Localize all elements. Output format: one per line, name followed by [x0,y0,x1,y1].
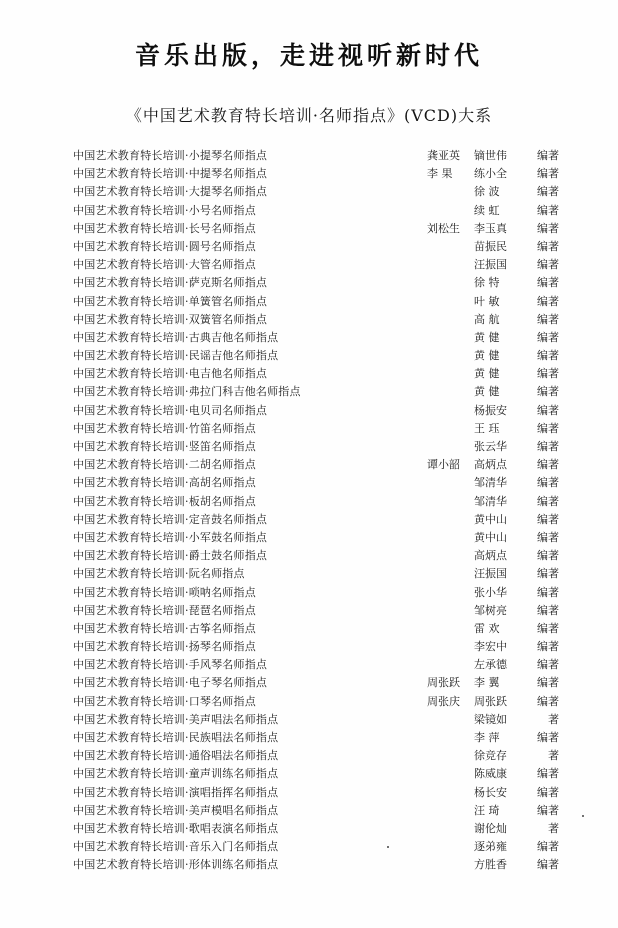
list-item [0,711,618,729]
list-item [0,438,618,456]
author-role: 编著 [537,167,559,181]
list-item [0,402,618,420]
series-title: 中国艺术教育特长培训·单簧管名师指点 [73,294,268,308]
editor-name: 李 萍 [474,731,500,744]
series-title: 中国艺术教育特长培训·爵士鼓名师指点 [73,549,268,563]
list-item [0,511,618,529]
editor-name: 练小全 [474,167,507,181]
list-item [0,729,618,747]
list-item [0,329,618,347]
scan-speck [582,815,584,817]
list-item [0,165,618,183]
editor-name: 邹清华 [474,494,507,508]
co-editor-name: 周张庆 [427,694,460,708]
list-item [0,347,618,365]
editor-name: 黄 健 [474,349,500,363]
editor-name: 谢伦灿 [474,821,507,835]
editor-name: 叶 敏 [474,294,500,308]
series-title: 中国艺术教育特长培训·电吉他名师指点 [73,367,268,381]
co-editor-name: 龚亚英 [427,149,460,162]
list-item [0,693,618,711]
author-role: 编著 [537,221,559,235]
author-role: 编著 [537,294,559,308]
list-item [0,311,618,329]
author-role: 编著 [537,658,559,672]
editor-name: 逐弟雍 [474,840,507,854]
series-title: 中国艺术教育特长培训·竹笛名师指点 [73,421,256,435]
author-role: 著 [548,712,559,726]
list-item [0,474,618,492]
series-title: 中国艺术教育特长培训·双簧管名师指点 [73,312,268,326]
list-item [0,802,618,820]
editor-name: 苗振民 [474,239,507,253]
editor-name: 陈威康 [474,767,507,781]
list-item [0,293,618,311]
editor-name: 高 航 [474,312,500,326]
author-role: 编著 [537,476,559,490]
editor-name: 黄中山 [474,512,507,526]
series-title: 中国艺术教育特长培训·童声训练名师指点 [73,767,279,781]
list-item [0,638,618,656]
editor-name: 杨长安 [474,785,507,799]
scan-speck [387,846,389,848]
author-role: 编著 [537,349,559,363]
author-role: 编著 [537,512,559,526]
author-role: 编著 [537,312,559,326]
list-item [0,784,618,802]
editor-name: 周张跃 [474,694,507,708]
co-editor-name: 谭小韶 [427,458,460,472]
list-item [0,529,618,547]
series-title: 中国艺术教育特长培训·形体训练名师指点 [73,858,279,872]
list-item [0,565,618,583]
series-title: 中国艺术教育特长培训·萨克斯名师指点 [73,276,268,290]
editor-name: 张云华 [474,440,507,453]
editor-name: 李宏中 [474,640,507,654]
author-role: 编著 [537,567,559,581]
series-title: 中国艺术教育特长培训·电贝司名师指点 [73,403,268,417]
editor-name: 王 珏 [474,421,500,435]
author-role: 著 [548,749,559,763]
list-item [0,220,618,238]
editor-name: 黄 健 [474,385,500,399]
editor-name: 李玉真 [474,221,507,235]
editor-name: 雷 欢 [474,621,500,635]
series-title: 中国艺术教育特长培训·小号名师指点 [73,203,256,217]
editor-name: 黄 健 [474,367,500,381]
series-title: 中国艺术教育特长培训·手风琴名师指点 [73,658,268,672]
author-role: 编著 [537,694,559,708]
author-role: 编著 [537,239,559,253]
editor-name: 徐 波 [474,185,500,199]
series-title: 中国艺术教育特长培训·大提琴名师指点 [73,185,268,199]
author-role: 编著 [537,276,559,290]
series-title: 中国艺术教育特长培训·小军鼓名师指点 [73,530,268,544]
list-item [0,602,618,620]
series-title: 中国艺术教育特长培训·定音鼓名师指点 [73,512,268,526]
page-title: 音乐出版，走进视听新时代 [134,41,483,70]
editor-name: 汪振国 [474,258,507,272]
series-title: 中国艺术教育特长培训·电子琴名师指点 [73,676,268,690]
author-role: 编著 [537,494,559,508]
editor-name: 汪振国 [474,567,507,581]
series-title: 中国艺术教育特长培训·圆号名师指点 [73,239,256,253]
list-item [0,456,618,474]
list-item [0,256,618,274]
series-title: 中国艺术教育特长培训·板胡名师指点 [73,494,256,508]
series-title: 中国艺术教育特长培训·中提琴名师指点 [73,167,268,181]
series-title: 中国艺术教育特长培训·琵琶名师指点 [73,603,256,617]
list-item [0,838,618,856]
list-item [0,656,618,674]
series-title: 中国艺术教育特长培训·二胡名师指点 [73,458,256,472]
list-item [0,584,618,602]
series-title: 中国艺术教育特长培训·民谣吉他名师指点 [73,349,279,363]
series-title: 中国艺术教育特长培训·古筝名师指点 [73,621,256,635]
list-item [0,765,618,783]
editor-name: 左承德 [474,658,507,672]
editor-name: 李 翼 [474,676,500,690]
editor-name: 黄 健 [474,330,500,344]
co-editor-name: 刘松生 [427,221,460,235]
author-role: 编著 [537,549,559,563]
series-title: 中国艺术教育特长培训·弗拉门科吉他名师指点 [73,385,301,399]
series-title: 中国艺术教育特长培训·唢呐名师指点 [73,585,256,599]
author-role: 编著 [537,731,559,744]
list-item [0,856,618,874]
list-item [0,274,618,292]
author-role: 编著 [537,621,559,635]
editor-name: 杨振安 [474,403,507,417]
author-role: 编著 [537,676,559,690]
series-title: 中国艺术教育特长培训·长号名师指点 [73,221,256,235]
co-editor-name: 李 果 [427,167,453,181]
author-role: 编著 [537,840,559,854]
list-item [0,747,618,765]
author-role: 编著 [537,367,559,381]
series-subtitle: 《中国艺术教育特长培训·名师指点》(VCD)大系 [125,106,493,125]
author-role: 编著 [537,858,559,872]
author-role: 编著 [537,203,559,217]
series-title: 中国艺术教育特长培训·歌唱表演名师指点 [73,821,279,835]
co-editor-name: 周张跃 [427,676,460,690]
author-role: 编著 [537,440,559,453]
series-title: 中国艺术教育特长培训·竖笛名师指点 [73,440,256,453]
series-title: 中国艺术教育特长培训·阮名师指点 [73,567,245,581]
list-item [0,420,618,438]
list-item [0,547,618,565]
author-role: 编著 [537,258,559,272]
author-role: 编著 [537,185,559,199]
list-item [0,238,618,256]
author-role: 编著 [537,149,559,162]
series-title: 中国艺术教育特长培训·通俗唱法名师指点 [73,749,279,763]
author-role: 编著 [537,530,559,544]
author-role: 编著 [537,767,559,781]
series-title: 中国艺术教育特长培训·小提琴名师指点 [73,149,268,162]
list-item [0,202,618,220]
series-title: 中国艺术教育特长培训·民族唱法名师指点 [73,731,279,744]
editor-name: 徐竞存 [474,749,507,763]
list-item [0,493,618,511]
editor-name: 高炳点 [474,549,507,563]
author-role: 编著 [537,603,559,617]
list-item [0,820,618,838]
series-title: 中国艺术教育特长培训·口琴名师指点 [73,694,256,708]
editor-name: 张小华 [474,585,507,599]
author-role: 编著 [537,421,559,435]
editor-name: 汪 琦 [474,803,500,817]
author-role: 编著 [537,458,559,472]
editor-name: 徐 特 [474,276,500,290]
author-role: 编著 [537,330,559,344]
series-title: 中国艺术教育特长培训·音乐入门名师指点 [73,840,279,854]
series-title: 中国艺术教育特长培训·演唱指挥名师指点 [73,785,279,799]
author-role: 编著 [537,785,559,799]
series-list [0,147,618,875]
series-title: 中国艺术教育特长培训·高胡名师指点 [73,476,256,490]
author-role: 编著 [537,385,559,399]
list-item [0,620,618,638]
editor-name: 方胜香 [474,858,507,872]
editor-name: 梁镜如 [474,712,507,726]
editor-name: 邹清华 [474,476,507,490]
list-item [0,147,618,165]
list-item [0,383,618,401]
author-role: 编著 [537,403,559,417]
series-title: 中国艺术教育特长培训·扬琴名师指点 [73,640,256,654]
author-role: 著 [548,821,559,835]
list-item [0,365,618,383]
series-title: 中国艺术教育特长培训·美声唱法名师指点 [73,712,279,726]
editor-name: 续 虹 [474,203,500,217]
author-role: 编著 [537,640,559,654]
author-role: 编著 [537,803,559,817]
editor-name: 高炳点 [474,458,507,472]
list-item [0,183,618,201]
series-title: 中国艺术教育特长培训·美声模唱名师指点 [73,803,279,817]
series-title: 中国艺术教育特长培训·古典吉他名师指点 [73,330,279,344]
series-title: 中国艺术教育特长培训·大管名师指点 [73,258,256,272]
editor-name: 镝世伟 [474,149,507,162]
editor-name: 黄中山 [474,530,507,544]
editor-name: 邹树亮 [474,603,507,617]
author-role: 编著 [537,585,559,599]
list-item [0,674,618,692]
